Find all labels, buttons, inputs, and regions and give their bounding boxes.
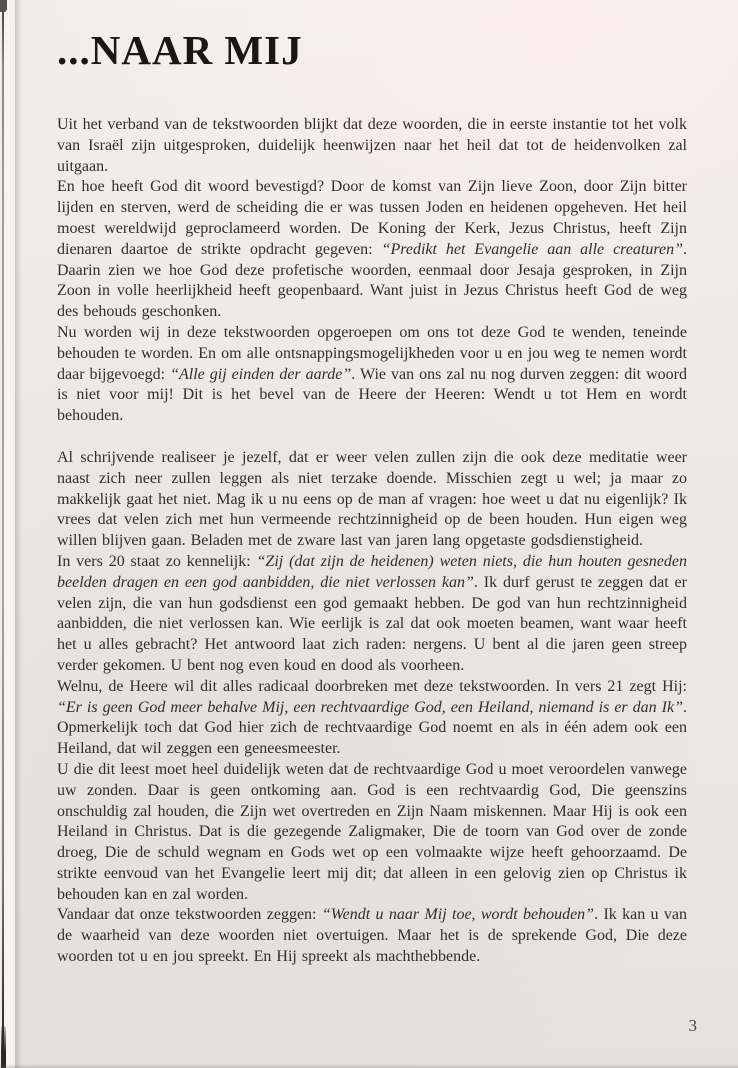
paragraph [57, 115, 687, 177]
text-segment: In vers 20 staat zo kennelijk: [57, 552, 257, 570]
paragraph [57, 552, 687, 677]
text-segment: Uit het verband van de tekstwoorden blijkt dat deze woorden, die in eerste instantie tot het volk van Israël zijn uitgesproken, duidelijk heenwijzen naar het heil dat tot de heidenvolken zal uitgaan. [57, 116, 687, 175]
scan-bottom-shade [0, 1064, 738, 1068]
text-segment: Welnu, de Heere wil dit alles radicaal doorbreken met deze tekstwoorden. In vers 21 zegt Hij: [57, 677, 687, 695]
quote-text: “Predikt het Evangelie aan alle creaturen” [381, 240, 683, 258]
paragraph [57, 760, 687, 906]
quote-text: “Zij (dat zijn de heidenen) weten niets, die hun houten gesneden beelden dragen en een god aanbidden, die niet verlossen kan” [57, 552, 688, 591]
text-segment: . Ik kan u van de waarheid van deze woorden niet overtuigen. Maar het is de sprekende God, Die deze woorden tot u en jou spreekt. En Hij spreekt als machthebbende. [57, 906, 688, 966]
text-segment: . Ik durf gerust te zeggen dat er velen zijn, die van hun godsdienst een god gemaakt hebben. De god van hun rechtzinnigheid aanbidden, die niet verlossen kan. Wie eerlijk is zal dat ook moeten beamen, want waar heeft het u alles gebracht? Het antwoord laat zich raden: nergens. U bent al die jaren geen streep verder gekomen. U bent nog even koud en dood als voorheen. [57, 573, 687, 674]
text-segment: Vandaar dat onze tekstwoorden zeggen: [57, 906, 322, 924]
quote-text: “Alle gij einden der aarde” [170, 365, 352, 383]
page-content [57, 27, 687, 968]
page-title: ...NAAR MIJ [57, 27, 303, 73]
body-text [57, 115, 687, 968]
paragraph [57, 448, 687, 552]
text-segment: U die dit leest moet heel duidelijk weten dat de rechtvaardige God u moet veroordelen vanwege uw zonden. Daar is geen ontkoming aan. God is een rechtvaardig God, Die geenszins onschuldig zal houden, die Zijn wet overtreden en Zijn Naam miskennen. Maar Hij is ook een Heiland in Christus. Dat is die gezegende Zaligmaker, Die de toorn van God over de zonde droeg, Die de schuld wegnam en Gods wet op een volmaakte wijze heeft gehoorzaamd. De strikte eenvoud van het Evangelie leert mij dit; dat alleen in een gelovig zien op Christus ik behouden kan en zal worden. [57, 760, 687, 903]
paragraph [57, 677, 687, 760]
scan-bottom-left-mark [1, 1026, 6, 1068]
text-segment: Al schrijvende realiseer je jezelf, dat er weer velen zullen zijn die ook deze meditatie weer naast zich neer zullen leggen als niet terzake doende. Misschien zegt u wel; ja maar zo makkelijk gaat het niet. Mag ik u nu eens op de man af vragen: hoe weet u dat nu eigenlijk? Ik vrees dat velen zich met hun vermeende rechtzinnigheid op de been houden. Hun eigen weg willen blijven gaan. Beladen met de zware last van jaren lang opgetaste godsdienstigheid. [57, 448, 687, 550]
text-segment: En hoe heeft God dit woord bevestigd? Door de komst van Zijn lieve Zoon, door Zijn bitter lijden en sterven, werd de scheiding die er was tussen Joden en heidenen opgeheven. Het heil moest wereldwijd geproclameerd worden. De Koning der Kerk, Jezus Christus, heeft Zijn dienaren daartoe de strikte opdracht gegeven: [57, 178, 687, 258]
page-edge-line [2, 0, 4, 1068]
page-edge-shadow [15, 0, 22, 1068]
page-number: 3 [688, 1016, 697, 1035]
paragraph [57, 905, 687, 967]
paragraph [57, 177, 687, 323]
text-segment: . Wie van ons zal nu nog durven zeggen: dit woord is niet voor mij! Dit is het bevel van de Heere der Heeren: Wendt u tot Hem en wordt behouden. [57, 365, 687, 425]
text-segment: . Daarin zien we hoe God deze profetische woorden, eenmaal door Jesaja gesproken, in Zijn Zoon in volle heerlijkheid heeft geopenbaard. Want juist in Jezus Christus heeft God de weg des behouds geschonken. [57, 240, 687, 321]
text-segment: Nu worden wij in deze tekstwoorden opgeroepen om ons tot deze God te wenden, teneinde behouden te worden. En om alle ontsnappingsmogelijkheden voor u en jou weg te nemen wordt daar bijgevoegd: [57, 323, 687, 383]
quote-text: “Er is geen God meer behalve Mij, een rechtvaardige God, een Heiland, niemand is er dan Ik” [57, 698, 683, 716]
scan-top-left-mark [0, 0, 7, 12]
quote-text: “Wendt u naar Mij toe, wordt behouden” [321, 906, 595, 924]
text-segment: . Opmerkelijk toch dat God hier zich de rechtvaardige God noemt en als in één adem ook een Heiland, dat wil zeggen een geneesmeester. [57, 698, 687, 758]
paragraph [57, 323, 687, 427]
